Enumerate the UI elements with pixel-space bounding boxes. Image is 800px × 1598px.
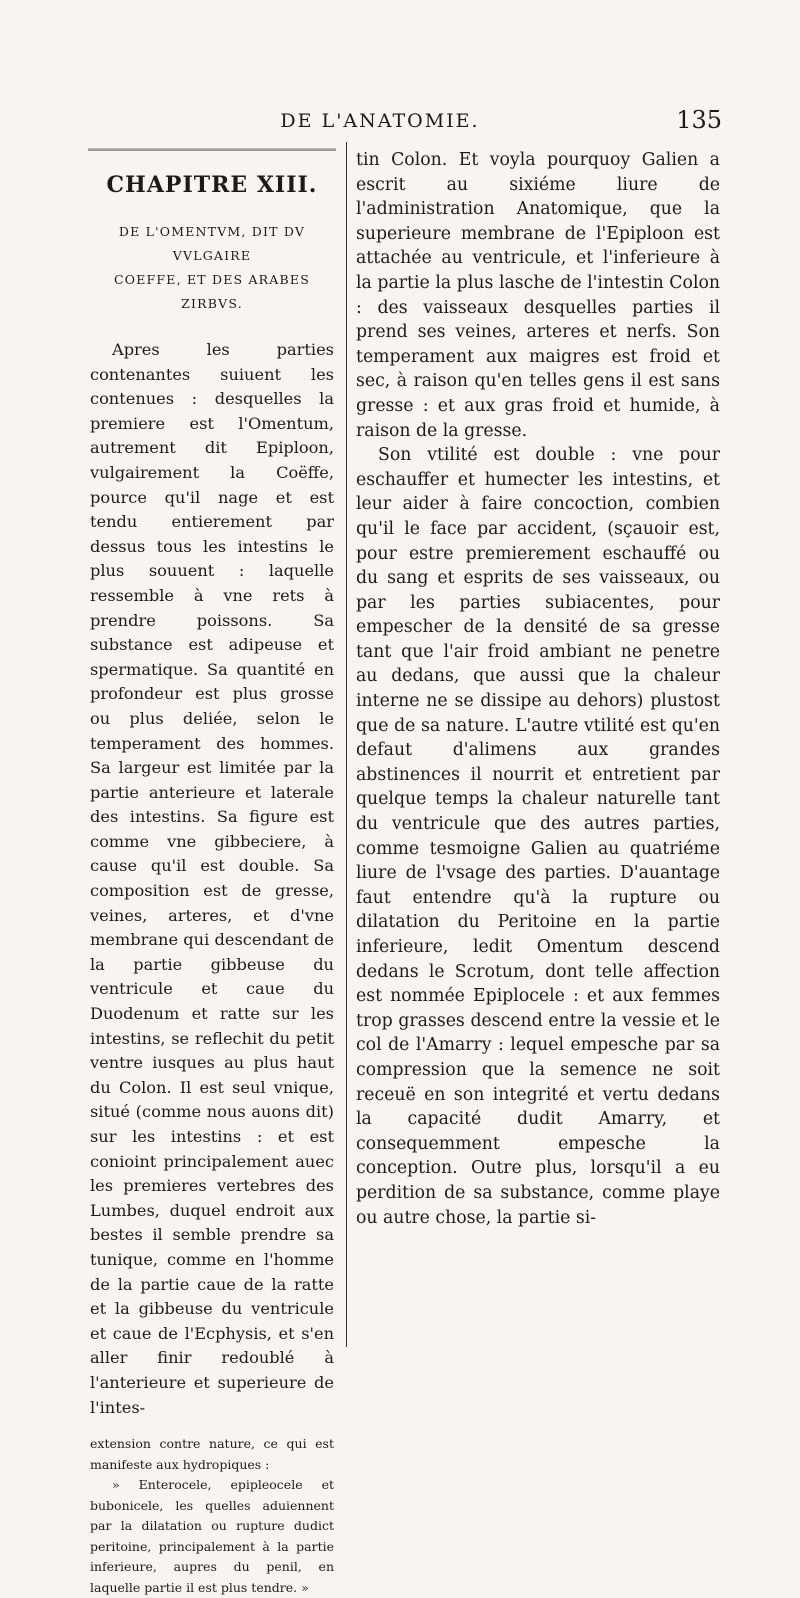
chapter-subtitle	[90, 220, 334, 316]
right-column	[356, 148, 720, 1230]
right-paragraph-1: tin Colon. Et voyla pourquoy Galien a escrit au sixiéme liure de l'administration Anatomique, que la superieure membrane de l'Epiploon est attachée au ventricule, et l'inferieure à la partie la plus lasche de l'intestin Colon : des vaisseaux desquelles parties il prend ses veines, arteres et nerfs. Son temperament aux maigres est froid et sec, à raison qu'en telles gens il est sans gresse : et aux gras froid et humide, à raison de la gresse.	[356, 150, 720, 441]
footnote	[90, 1434, 334, 1598]
footnote-line2: » Enterocele, epipleocele et bubonicele, les quelles aduiennent par la dilatation ou rupture dudict peritoine, principalement à la partie inferieure, aupres du penil, en laquelle partie il est plus tendre. »	[90, 1477, 334, 1595]
column-divider	[346, 142, 347, 1347]
chapter-subtitle-line1: DE L'OMENTVM, DIT DV VVLGAIRE	[118, 224, 306, 263]
chapter-subtitle-line2: COEFFE, ET DES ARABES ZIRBVS.	[113, 272, 310, 311]
page-number: 135	[676, 106, 722, 134]
right-paragraph-2: Son vtilité est double : vne pour eschauffer et humecter les intestins, et leur aider à faire concoction, combien qu'il le face par accident, (sçauoir est, pour estre premierement eschauffé ou du sang et esprits de ses vaisseaux, ou par les parties subiacentes, pour empescher de la densité de sa gresse tant que l'air froid ambiant ne penetre au dedans, que aussi que la chaleur interne ne se dissipe au dehors) plustost que de sa nature. L'autre vtilité est qu'en defaut d'alimens aux grandes abstinences il nourrit et entretient par quelque temps la chaleur naturelle tant du ventricule que des autres parties, comme tesmoigne Galien au quatriéme liure de l'vsage des parties. D'auantage faut entendre qu'à la rupture ou dilatation du Peritoine en la partie inferieure, ledit Omentum descend dedans le Scrotum, dont telle affection est nommée Epiplocele : et aux femmes trop grasses descend entre la vessie et le col de l'Amarry : lequel empesche par sa compression que la semence ne soit receuë en son integrité et vertu dedans la capacité dudit Amarry, et consequemment empesche la conception. Outre plus, lorsqu'il a eu perdition de sa substance, comme playe ou autre chose, la partie si-	[356, 445, 720, 1228]
running-title: DE L'ANATOMIE.	[280, 110, 480, 132]
footnote-line1: extension contre nature, ce qui est manifeste aux hydropiques :	[90, 1436, 334, 1472]
left-column	[90, 172, 334, 1598]
chapter-title: CHAPITRE XIII.	[106, 172, 318, 198]
chapter-rule	[88, 148, 336, 151]
left-paragraph: Apres les parties contenantes suiuent les contenues : desquelles la premiere est l'Omentum, autrement dit Epiploon, vulgairement la Coëffe, pource qu'il nage et est tendu entierement par dessus tous les intestins le plus souuent : laquelle ressemble à vne rets à prendre poissons. Sa substance est adipeuse et spermatique. Sa quantité en profondeur est plus grosse ou plus deliée, selon le temperament des hommes. Sa largeur est limitée par la partie anterieure et laterale des intestins. Sa figure est comme vne gibbeciere, à cause qu'il est double. Sa composition est de gresse, veines, arteres, et d'vne membrane qui descendant de la partie gibbeuse du ventricule et caue du Duodenum et ratte sur les intestins, se reflechit du petit ventre iusques au plus haut du Colon. Il est seul vnique, situé (comme nous auons dit) sur les intestins : et est conioint principalement auec les premieres vertebres des Lumbes, duquel endroit aux bestes il semble prendre sa tunique, comme en l'homme de la partie caue de la ratte et la gibbeuse du ventricule et caue de l'Ecphysis, et s'en aller finir redoublé à l'anterieure et superieure de l'intes-	[90, 340, 334, 1417]
page-header	[0, 104, 800, 144]
